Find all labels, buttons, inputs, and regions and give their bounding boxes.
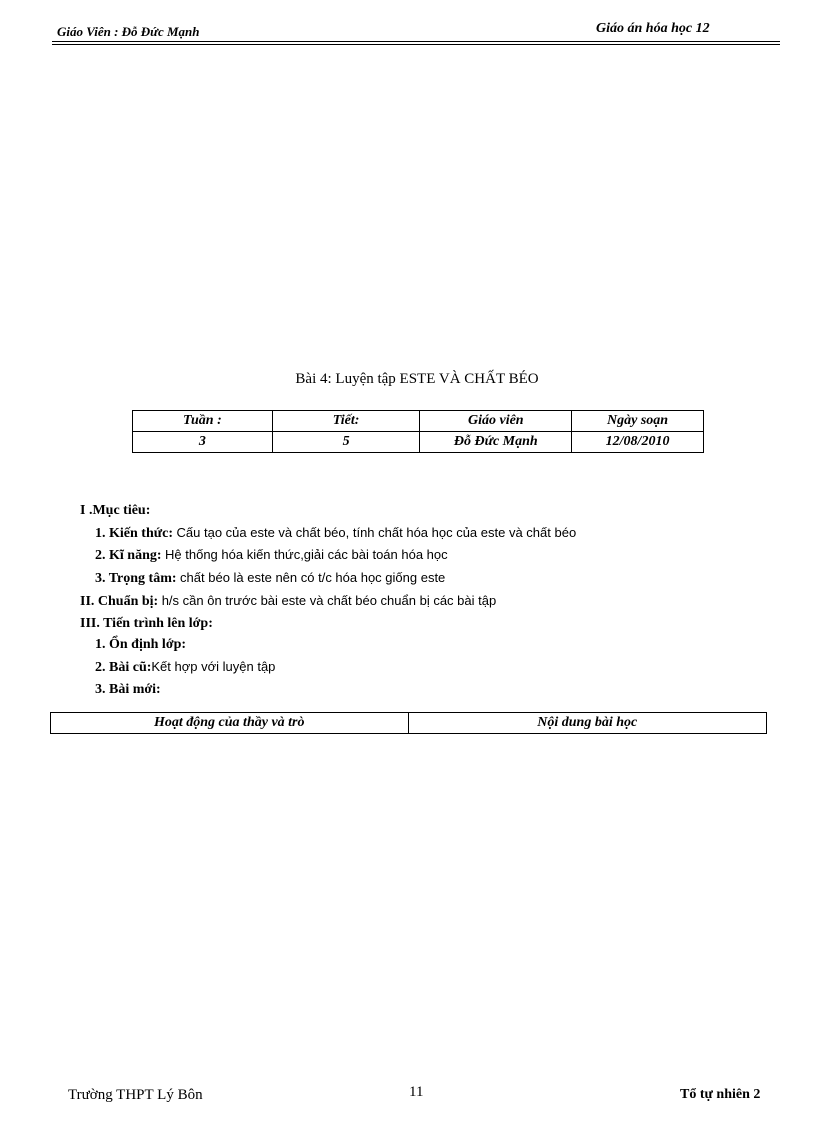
item-knowledge [80, 522, 780, 545]
header-rule-second [52, 44, 780, 45]
date-value: 12/08/2010 [572, 432, 704, 453]
page-number: 11 [409, 1084, 424, 1100]
section-procedure [80, 613, 780, 635]
preparation-text: h/s cần ôn trước bài este và chất béo chuẩn bị các bài tập [161, 592, 497, 608]
period-value: 5 [272, 432, 420, 453]
header-rule [52, 41, 780, 42]
date-header: Ngày soạn [572, 411, 704, 432]
old-lesson-label: 2. Bài cũ: [95, 659, 152, 675]
skills-label: 2. Kĩ năng: [95, 548, 162, 564]
stabilize-label: 1. Ổn định lớp: [95, 637, 187, 653]
content-header: Nội dung bài học [408, 713, 767, 734]
item-old-lesson [80, 656, 780, 679]
activity-header: Hoạt động của thầy và trò [51, 713, 409, 734]
old-lesson-text: Kết hợp với luyện tập [151, 658, 276, 674]
knowledge-text: Cấu tạo của este và chất béo, tính chất hóa học của este và chất béo [176, 524, 577, 540]
procedure-heading: III. Tiến trình lên lớp: [80, 615, 213, 631]
focus-label: 3. Trọng tâm: [95, 571, 177, 587]
item-focus [80, 567, 780, 590]
preparation-label: II. Chuẩn bị: [80, 593, 159, 609]
activity-table [50, 712, 767, 734]
section-objectives [80, 500, 780, 522]
period-header: Tiết: [272, 411, 420, 432]
footer-group: Tổ tự nhiên 2 [680, 1087, 761, 1102]
lesson-body [80, 500, 780, 700]
info-header-row [133, 411, 704, 432]
section-preparation [80, 590, 780, 613]
info-value-row [133, 432, 704, 453]
teacher-header: Giáo viên [420, 411, 572, 432]
item-class-stabilize [80, 634, 780, 656]
item-skills [80, 544, 780, 567]
activity-header-row [51, 713, 767, 734]
lesson-title [0, 371, 816, 388]
header-subject: Giáo án hóa học 12 [596, 21, 710, 36]
knowledge-label: 1. Kiến thức: [95, 525, 174, 541]
objectives-heading: I .Mục tiêu: [80, 503, 151, 518]
teacher-value: Đỗ Đức Mạnh [420, 432, 572, 453]
lesson-number: Bài 4: [295, 371, 332, 387]
week-header: Tuần : [133, 411, 273, 432]
focus-text: chất béo là este nên có t/c hóa học giống este [180, 570, 446, 586]
week-value: 3 [133, 432, 273, 453]
skills-text: Hệ thống hóa kiến thức,giải các bài toán hóa học [165, 547, 448, 563]
lesson-topic: Luyện tập ESTE VÀ CHẤT BÉO [335, 371, 539, 387]
header-teacher: Giáo Viên : Đỗ Đức Mạnh [57, 24, 200, 39]
item-new-lesson [80, 679, 780, 701]
footer-school: Trường THPT Lý Bôn [68, 1087, 203, 1103]
info-table [132, 410, 704, 453]
new-lesson-label: 3. Bài mới: [95, 681, 161, 697]
